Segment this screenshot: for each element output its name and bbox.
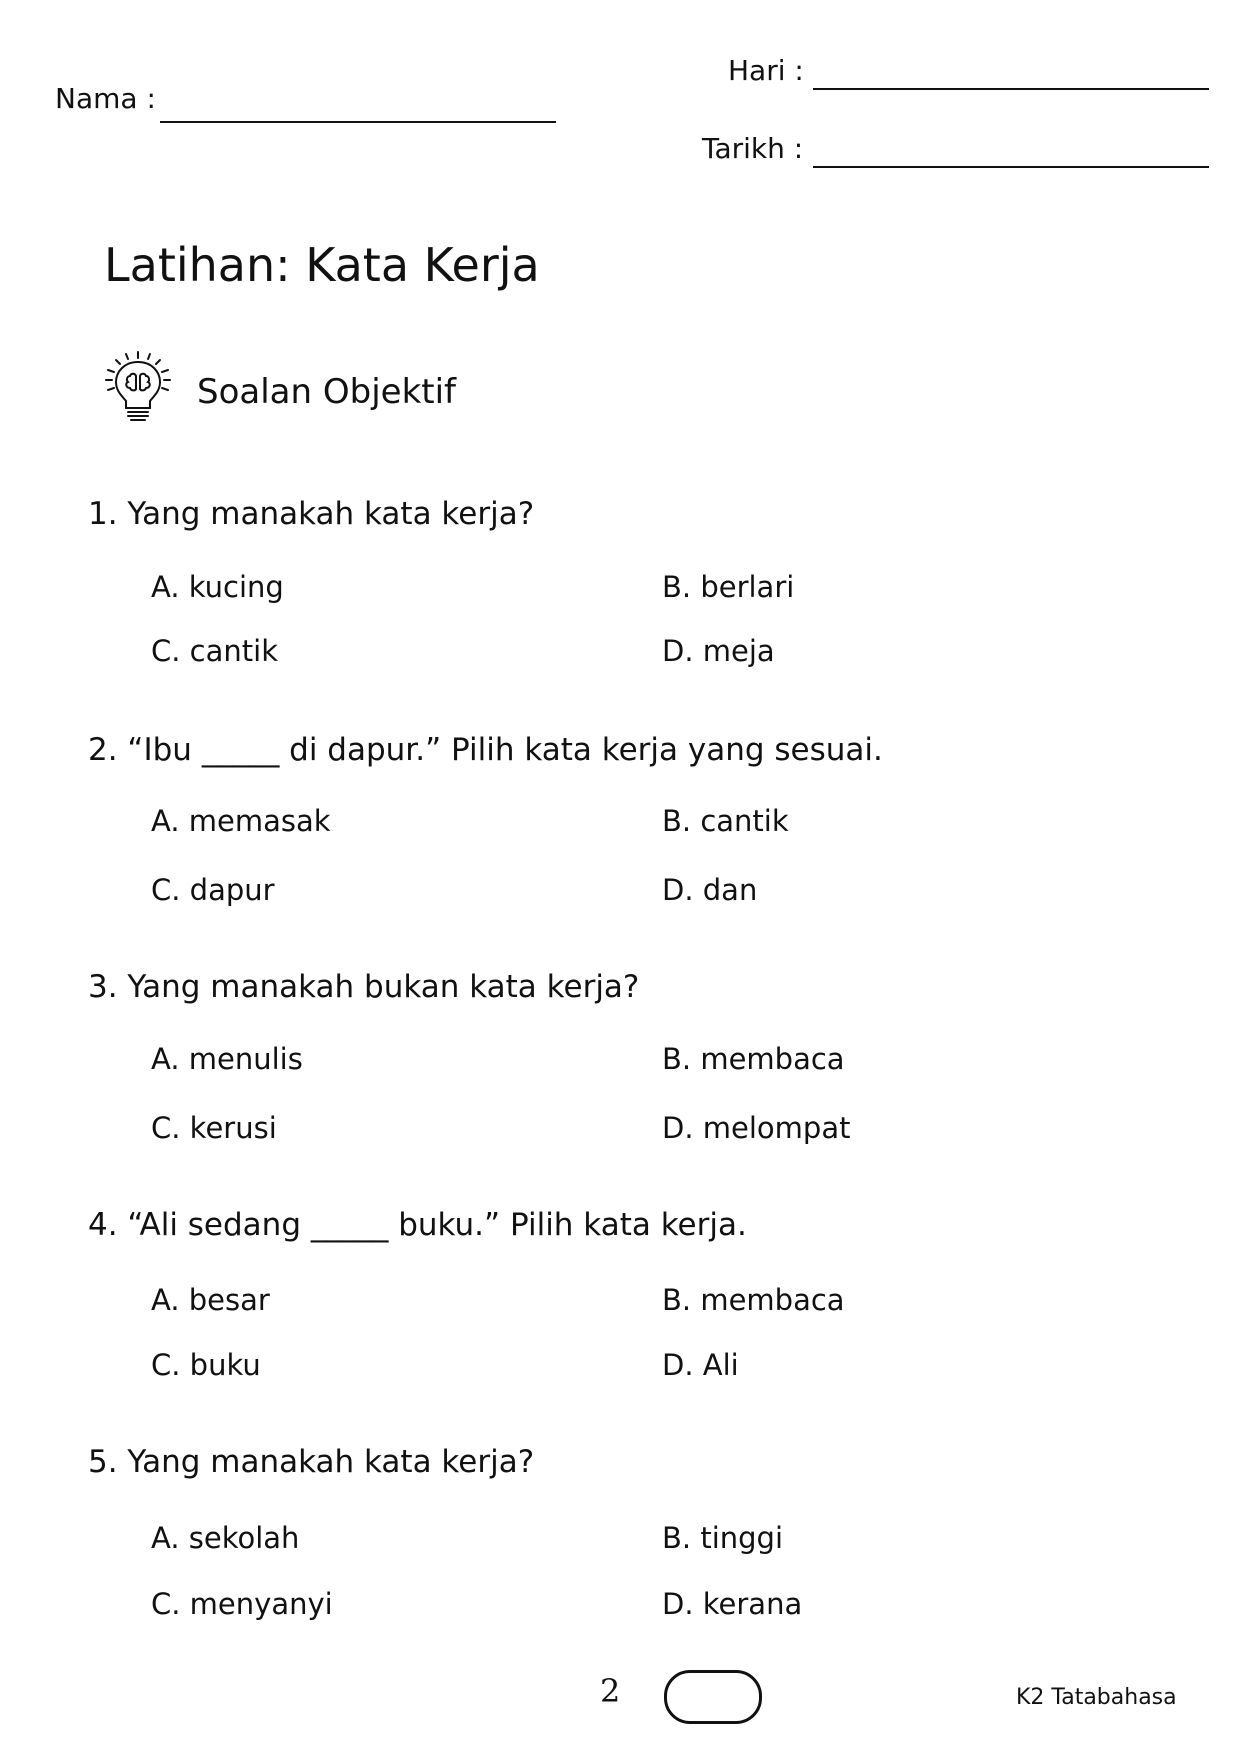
q2-option-d[interactable]: D. dan [662,873,758,907]
q3-option-b[interactable]: B. membaca [662,1042,845,1076]
q2-option-a[interactable]: A. memasak [151,804,331,838]
q4-option-c[interactable]: C. buku [151,1348,261,1382]
question-5: 5. Yang manakah kata kerja? [88,1444,535,1480]
question-2: 2. “Ibu _____ di dapur.” Pilih kata kerja yang sesuai. [88,732,883,768]
question-3: 3. Yang manakah bukan kata kerja? [88,969,640,1005]
q3-option-d[interactable]: D. melompat [662,1111,851,1145]
hari-field[interactable] [813,88,1209,90]
q5-option-a[interactable]: A. sekolah [151,1521,300,1555]
score-box[interactable] [664,1670,762,1724]
series-label: K2 Tatabahasa [1016,1685,1177,1710]
section-title: Soalan Objektif [197,372,457,412]
page-title: Latihan: Kata Kerja [104,238,540,292]
page-number: 2 [600,1672,621,1710]
q1-option-d[interactable]: D. meja [662,634,775,668]
q4-option-b[interactable]: B. membaca [662,1283,845,1317]
question-1: 1. Yang manakah kata kerja? [88,496,535,532]
q2-option-c[interactable]: C. dapur [151,873,275,907]
tarikh-label: Tarikh : [702,132,804,165]
q4-option-d[interactable]: D. Ali [662,1348,739,1382]
question-4: 4. “Ali sedang _____ buku.” Pilih kata kerja. [88,1207,747,1243]
q1-option-b[interactable]: B. berlari [662,570,795,604]
q5-option-c[interactable]: C. menyanyi [151,1587,333,1621]
tarikh-field[interactable] [813,166,1209,168]
q1-option-a[interactable]: A. kucing [151,570,284,604]
q3-option-c[interactable]: C. kerusi [151,1111,277,1145]
nama-field[interactable] [160,121,556,123]
q3-option-a[interactable]: A. menulis [151,1042,303,1076]
hari-label: Hari : [728,54,804,87]
q2-option-b[interactable]: B. cantik [662,804,789,838]
q4-option-a[interactable]: A. besar [151,1283,270,1317]
nama-label: Nama : [55,82,156,115]
q1-option-c[interactable]: C. cantik [151,634,279,668]
lightbulb-brain-icon [100,350,176,426]
q5-option-d[interactable]: D. kerana [662,1587,803,1621]
q5-option-b[interactable]: B. tinggi [662,1521,784,1555]
